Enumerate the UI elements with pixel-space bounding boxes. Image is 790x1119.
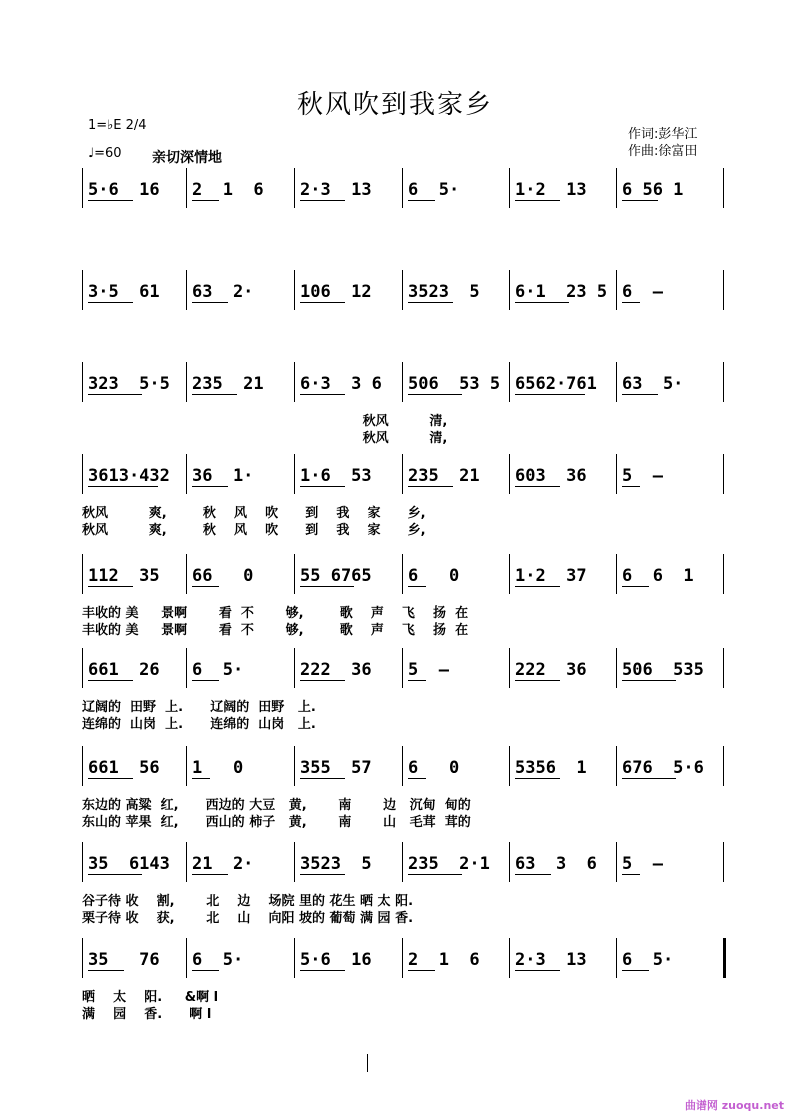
beam-line <box>622 394 658 395</box>
measure: 5 – <box>622 854 663 874</box>
beam-line <box>192 394 237 395</box>
measure: 2·3 13 <box>515 950 587 970</box>
lyric-line: 东山的 苹果 红, 西山的 柿子 黄, 南 山 毛茸 茸的 <box>82 815 471 830</box>
beam-line <box>408 486 453 487</box>
beam-line <box>408 970 435 971</box>
beam-line <box>192 680 219 681</box>
measure: 2·3 13 <box>300 180 372 200</box>
measure: 2 1 6 <box>408 950 480 970</box>
beam-line <box>515 970 560 971</box>
measure: 1·2 13 <box>515 180 587 200</box>
key-signature: 1=♭E 2/4 <box>88 118 147 133</box>
measure: 36 1· <box>192 466 254 486</box>
measure: 112 35 <box>88 566 160 586</box>
beam-line <box>515 302 569 303</box>
beam-line <box>622 680 676 681</box>
measure: 222 36 <box>300 660 372 680</box>
beam-line <box>88 874 142 875</box>
barline <box>723 746 724 786</box>
beam-line <box>300 200 345 201</box>
beam-line <box>515 200 560 201</box>
beam-line <box>192 486 228 487</box>
beam-line <box>622 586 649 587</box>
beam-line <box>300 486 345 487</box>
barline <box>723 842 724 882</box>
measure: 1 0 <box>192 758 244 778</box>
measure: 35 6143 <box>88 854 170 874</box>
beam-line <box>88 302 133 303</box>
beam-line <box>300 874 345 875</box>
lyric-line: 秋风 爽, 秋 风 吹 到 我 家 乡, <box>82 523 426 538</box>
measure: 3·5 61 <box>88 282 160 302</box>
beam-line <box>300 970 345 971</box>
barline <box>723 454 724 494</box>
lyric-line: 秋风 爽, 秋 风 吹 到 我 家 乡, <box>82 506 426 521</box>
lyric-line: 东边的 高粱 红, 西边的 大豆 黄, 南 边 沉甸 甸的 <box>82 798 471 813</box>
beam-line <box>300 586 354 587</box>
beam-line <box>192 586 219 587</box>
measure: 6 56 1 <box>622 180 684 200</box>
watermark: 曲谱网 zuoqu.net <box>684 1099 784 1112</box>
lyricist-credit: 作词:彭华江 <box>628 127 698 142</box>
measure: 106 12 <box>300 282 372 302</box>
measure: 323 5·5 <box>88 374 170 394</box>
beam-line <box>622 486 640 487</box>
measure: 55 6765 <box>300 566 372 586</box>
score-title: 秋风吹到我家乡 <box>296 90 493 120</box>
beam-line <box>88 778 133 779</box>
barline <box>723 270 724 310</box>
beam-line <box>300 680 345 681</box>
measure: 6·1 23 5 <box>515 282 608 302</box>
beam-line <box>408 874 462 875</box>
beam-line <box>192 874 228 875</box>
measure: 235 21 <box>192 374 264 394</box>
barline <box>723 168 724 208</box>
beam-line <box>88 970 124 971</box>
beam-line <box>300 778 345 779</box>
beam-line <box>515 874 551 875</box>
measure: 6 5· <box>192 660 244 680</box>
measure: 6 – <box>622 282 663 302</box>
measure: 5·6 16 <box>300 950 372 970</box>
beam-line <box>88 394 142 395</box>
lyric-line: 秋风 清, <box>82 414 448 429</box>
measure: 21 2· <box>192 854 254 874</box>
measure: 3523 5 <box>300 854 372 874</box>
measure: 6 0 <box>408 566 460 586</box>
measure: 2 1 6 <box>192 180 264 200</box>
beam-line <box>622 302 640 303</box>
measure: 676 5·6 <box>622 758 704 778</box>
lyric-line: 秋风 清, <box>82 431 448 446</box>
lyric-line: 丰收的 美 景啊 看 不 够, 歌 声 飞 扬 在 <box>82 606 469 621</box>
page-marker <box>367 1054 368 1072</box>
beam-line <box>408 394 462 395</box>
measure: 1·2 37 <box>515 566 587 586</box>
measure: 506 535 <box>622 660 704 680</box>
measure: 222 36 <box>515 660 587 680</box>
credits <box>628 126 697 160</box>
measure: 3523 5 <box>408 282 480 302</box>
measure: 63 3 6 <box>515 854 597 874</box>
lyric-line: 丰收的 美 景啊 看 不 够, 歌 声 飞 扬 在 <box>82 623 469 638</box>
measure: 661 26 <box>88 660 160 680</box>
measure: 235 2·1 <box>408 854 490 874</box>
beam-line <box>408 302 453 303</box>
measure: 506 53 5 <box>408 374 501 394</box>
lyric-line: 谷子待 收 割, 北 边 场院 里的 花生 晒 太 阳. <box>82 894 414 909</box>
measure: 355 57 <box>300 758 372 778</box>
lyric-line: 辽阔的 田野 上. 辽阔的 田野 上. <box>82 700 316 715</box>
expression-marking: 亲切深情地 <box>152 150 222 166</box>
measure: 35 76 <box>88 950 160 970</box>
beam-line <box>192 302 228 303</box>
measure: 63 5· <box>622 374 684 394</box>
composer-credit: 作曲:徐富田 <box>628 144 698 159</box>
beam-line <box>408 200 435 201</box>
lyric-line: 晒 太 阳. &啊 l <box>82 990 219 1005</box>
measure: 1·6 53 <box>300 466 372 486</box>
beam-line <box>408 586 426 587</box>
measure: 6·3 3 6 <box>300 374 382 394</box>
beam-line <box>88 586 133 587</box>
measure: 235 21 <box>408 466 480 486</box>
measure: 6 5· <box>192 950 244 970</box>
measure: 63 2· <box>192 282 254 302</box>
lyric-line: 连绵的 山岗 上. 连绵的 山岗 上. <box>82 717 316 732</box>
beam-line <box>192 970 219 971</box>
beam-line <box>622 874 640 875</box>
beam-line <box>88 486 158 487</box>
beam-line <box>300 394 345 395</box>
measure: 5 – <box>408 660 449 680</box>
beam-line <box>408 680 426 681</box>
measure: 66 0 <box>192 566 254 586</box>
beam-line <box>300 302 345 303</box>
measure: 6 5· <box>408 180 460 200</box>
beam-line <box>88 680 133 681</box>
beam-line <box>515 680 560 681</box>
beam-line <box>622 200 658 201</box>
lyric-line: 满 园 香. 啊 l <box>82 1007 212 1022</box>
tempo-marking: ♩=60 <box>88 146 122 161</box>
beam-line <box>515 586 560 587</box>
beam-line <box>192 778 210 779</box>
beam-line <box>88 200 133 201</box>
measure: 5356 1 <box>515 758 587 778</box>
beam-line <box>622 970 649 971</box>
beam-line <box>192 200 219 201</box>
beam-line <box>408 778 426 779</box>
final-barline <box>723 938 726 978</box>
measure: 661 56 <box>88 758 160 778</box>
measure: 6 0 <box>408 758 460 778</box>
beam-line <box>622 778 676 779</box>
measure: 5 – <box>622 466 663 486</box>
beam-line <box>515 778 560 779</box>
measure: 3613·432 <box>88 466 170 486</box>
barline <box>723 362 724 402</box>
beam-line <box>515 394 585 395</box>
lyric-line: 栗子待 收 获, 北 山 向阳 坡的 葡萄 满 园 香. <box>82 911 414 926</box>
measure: 6 5· <box>622 950 674 970</box>
measure: 6562·761 <box>515 374 597 394</box>
beam-line <box>515 486 560 487</box>
barline <box>723 554 724 594</box>
measure: 6 6 1 <box>622 566 694 586</box>
barline <box>723 648 724 688</box>
measure: 5·6 16 <box>88 180 160 200</box>
measure: 603 36 <box>515 466 587 486</box>
